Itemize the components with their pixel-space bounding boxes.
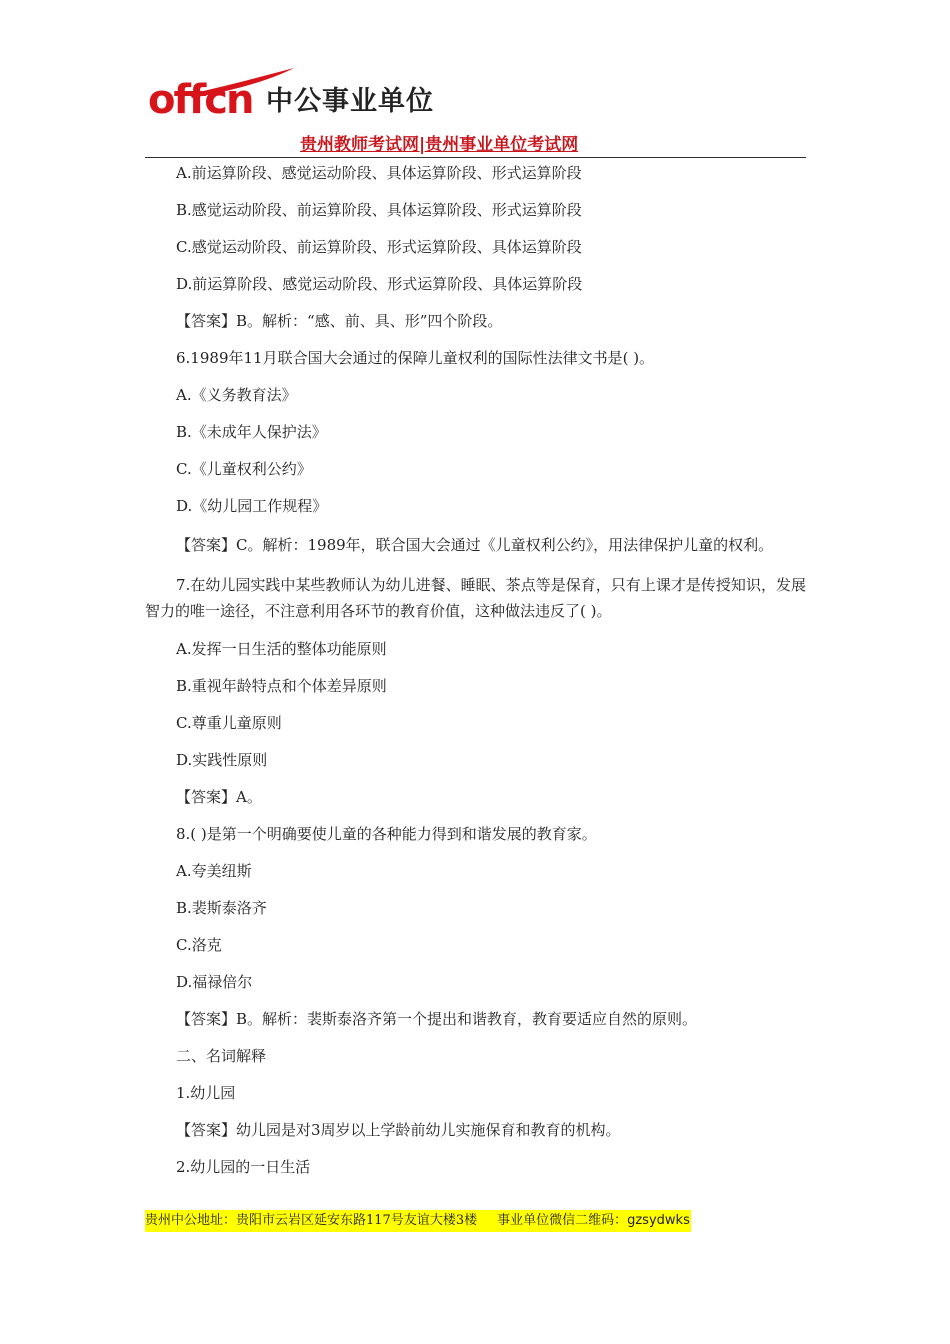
text-line: B.感觉运动阶段、前运算阶段、具体运算阶段、形式运算阶段	[176, 201, 582, 219]
text-line: 2.幼儿园的一日生活	[176, 1158, 311, 1176]
text-line: B.裴斯泰洛齐	[176, 899, 267, 917]
offcn-logo	[148, 64, 448, 128]
text-line: C.洛克	[176, 936, 222, 954]
site-link[interactable]: 贵州教师考试网|贵州事业单位考试网	[300, 135, 579, 155]
text-line: A.前运算阶段、感觉运动阶段、具体运算阶段、形式运算阶段	[176, 164, 582, 182]
text-line: C.《儿童权利公约》	[176, 460, 312, 478]
text-line: D.《幼儿园工作规程》	[176, 497, 328, 515]
logo-word: offcn	[148, 77, 253, 123]
text-line: B.《未成年人保护法》	[176, 423, 327, 441]
logo-chinese-name: 中公事业单位	[266, 86, 434, 117]
header-divider	[145, 157, 806, 158]
text-line: A.发挥一日生活的整体功能原则	[176, 640, 387, 658]
text-line: 【答案】A。	[176, 788, 262, 806]
text-paragraph: 7.在幼儿园实践中某些教师认为幼儿进餐、睡眠、茶点等是保育，只有上课才是传授知识，发展智力的唯一途径，不注意利用各环节的教育价值，这种做法违反了( )。	[145, 576, 806, 620]
document-body	[145, 162, 806, 1193]
text-line: D.前运算阶段、感觉运动阶段、形式运算阶段、具体运算阶段	[176, 275, 583, 293]
text-line: 【答案】B。解析：裴斯泰洛齐第一个提出和谐教育，教育要适应自然的原则。	[176, 1010, 698, 1028]
text-line: 【答案】幼儿园是对3周岁以上学龄前幼儿实施保育和教育的机构。	[176, 1121, 621, 1139]
text-line: A.夸美纽斯	[176, 862, 252, 880]
text-line: C.尊重儿童原则	[176, 714, 282, 732]
footer-wechat-label: 事业单位微信二维码：	[497, 1213, 628, 1228]
text-line: 1.幼儿园	[176, 1084, 236, 1102]
footer-address: 贵州中公地址：贵阳市云岩区延安东路117号友谊大楼3楼	[145, 1213, 478, 1228]
text-line: 8.( )是第一个明确要使儿童的各种能力得到和谐发展的教育家。	[176, 825, 597, 843]
text-line: C.感觉运动阶段、前运算阶段、形式运算阶段、具体运算阶段	[176, 238, 582, 256]
text-line: 6.1989年11月联合国大会通过的保障儿童权利的国际性法律文书是( )。	[176, 349, 655, 367]
text-line: A.《义务教育法》	[176, 386, 297, 404]
text-line: 【答案】B。解析：“感、前、具、形”四个阶段。	[176, 312, 503, 330]
text-line: 二、名词解释	[176, 1047, 267, 1065]
text-line: D.实践性原则	[176, 751, 268, 769]
text-line: D.福禄倍尔	[176, 973, 253, 991]
footer-wechat-id: gzsydwks	[627, 1213, 690, 1228]
footer-bar	[145, 1210, 691, 1232]
text-paragraph: 【答案】C。解析：1989年，联合国大会通过《儿童权利公约》，用法律保护儿童的权利。	[176, 536, 774, 554]
page-header	[0, 0, 950, 160]
text-line: B.重视年龄特点和个体差异原则	[176, 677, 387, 695]
